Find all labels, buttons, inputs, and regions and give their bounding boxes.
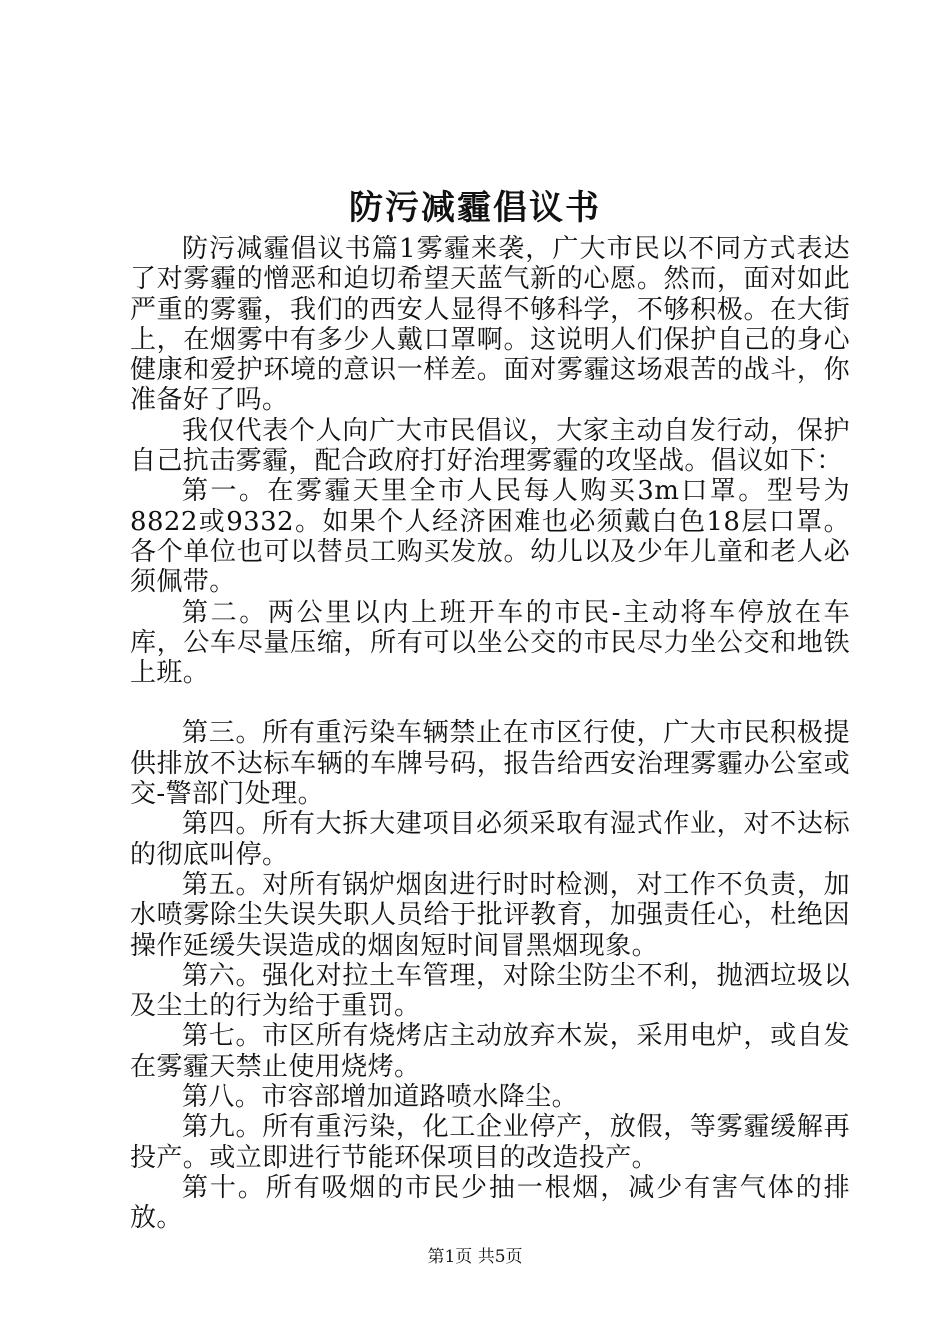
paragraph-item-6: 第六。强化对拉土车管理，对除尘防尘不利，抛洒垃圾以及尘土的行为给于重罚。 (130, 960, 850, 1022)
paragraph-item-5: 第五。对所有锅炉烟囱进行时时检测，对工作不负责，加水喷雾除尘失误失职人员给于批评教育，加强责任心，杜绝因操作延缓失误造成的烟囱短时间冒黑烟现象。 (130, 869, 850, 961)
paragraph-item-3: 第三。所有重污染车辆禁止在市区行使，广大市民积极提供排放不达标车辆的车牌号码，报告给西安治理雾霾办公室或交-警部门处理。 (130, 718, 850, 810)
paragraph-item-4: 第四。所有大拆大建项目必须采取有湿式作业，对不达标的彻底叫停。 (130, 809, 850, 870)
document-title: 防污减霾倡议书 (349, 188, 601, 228)
paragraph-item-1: 第一。在雾霾天里全市人民每人购买3m口罩。型号为8822或9332。如果个人经济困难也必须戴白色18层口罩。各个单位也可以替员工购买发放。幼儿以及少年儿童和老人必须佩带。 (130, 476, 850, 598)
paragraph-proposal: 我仅代表个人向广大市民倡议，大家主动自发行动，保护自己抗击雾霾，配合政府打好治理雾霾的攻坚战。倡议如下： (130, 415, 850, 477)
paragraph-item-10: 第十。所有吸烟的市民少抽一根烟，减少有害气体的排放。 (130, 1172, 850, 1234)
paragraph-item-8: 第八。市容部增加道路喷水降尘。 (182, 1082, 579, 1113)
paragraph-item-9: 第九。所有重污染，化工企业停产，放假，等雾霾缓解再投产。或立即进行节能环保项目的改造投产。 (130, 1112, 850, 1173)
paragraph-item-7: 第七。市区所有烧烤店主动放弃木炭，采用电炉，或自发在雾霾天禁止使用烧烤。 (130, 1021, 850, 1082)
blank-line (130, 688, 850, 718)
document-body (130, 234, 850, 1234)
page-number-footer: 第1页 共5页 (427, 1247, 523, 1267)
paragraph-item-2: 第二。两公里以内上班开车的市民-主动将车停放在车库，公车尽量压缩，所有可以坐公交的市民尽力坐公交和地铁上班。 (130, 597, 850, 689)
paragraph-intro: 防污减霾倡议书篇1雾霾来袭，广大市民以不同方式表达了对雾霾的憎恶和迫切希望天蓝气新的心愿。然而，面对如此严重的雾霾，我们的西安人显得不够科学，不够积极。在大街上，在烟雾中有多少人戴口罩啊。这说明人们保护自己的身心健康和爱护环境的意识一样差。面对雾霾这场艰苦的战斗，你准备好了吗。 (130, 234, 850, 416)
